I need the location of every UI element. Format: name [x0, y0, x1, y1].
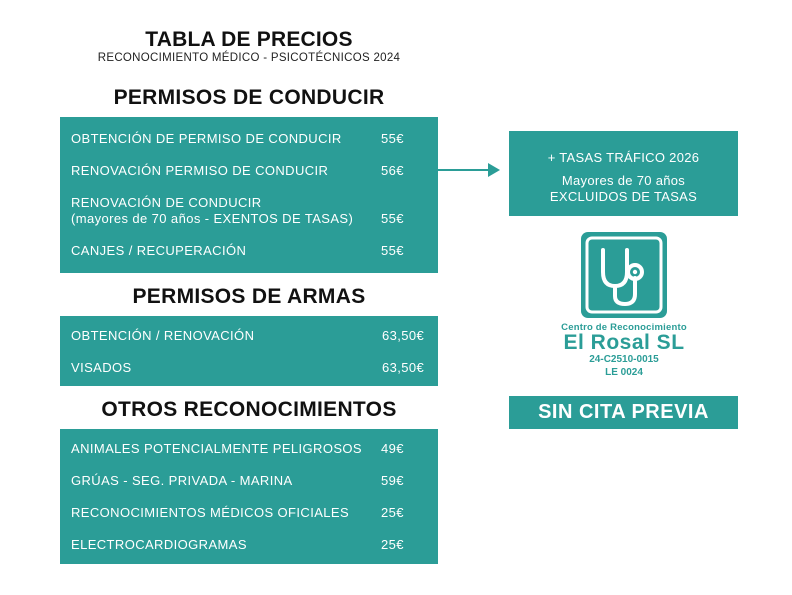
tasas-note-line1: Mayores de 70 años [561, 173, 686, 188]
price-label: CANJES / RECUPERACIÓN [71, 243, 247, 258]
logo-company-name: El Rosal SL [563, 331, 685, 354]
price-value: 25€ [381, 537, 404, 552]
price-value: 59€ [381, 473, 404, 488]
price-value: 55€ [381, 131, 404, 146]
logo-registration-code: 24-C2510-0015 [589, 354, 659, 365]
logo-le-code: LE 0024 [605, 367, 643, 378]
price-label: VISADOS [71, 360, 132, 375]
price-panel-conducir [60, 117, 438, 273]
price-value: 25€ [381, 505, 404, 520]
logo-caption: Centro de Reconocimiento [561, 322, 687, 333]
price-value: 56€ [381, 163, 404, 178]
price-panel-armas [60, 316, 438, 386]
price-label: GRÚAS - SEG. PRIVADA - MARINA [71, 473, 293, 488]
price-label [71, 195, 353, 227]
price-label: ANIMALES POTENCIALMENTE PELIGROSOS [71, 441, 362, 456]
price-value: 55€ [381, 243, 404, 258]
stethoscope-icon [581, 232, 667, 318]
section-heading-otros: OTROS RECONOCIMIENTOS [101, 398, 397, 421]
page-subtitle: RECONOCIMIENTO MÉDICO - PSICOTÉCNICOS 2024 [97, 52, 401, 64]
price-panel-otros [60, 429, 438, 564]
price-label-line: (mayores de 70 años - EXENTOS DE TASAS) [71, 211, 354, 226]
price-label: ELECTROCARDIOGRAMAS [71, 537, 247, 552]
price-label: OBTENCIÓN DE PERMISO DE CONDUCIR [71, 131, 342, 146]
tasas-note-line2: EXCLUIDOS DE TASAS [549, 189, 698, 204]
page-title: TABLA DE PRECIOS [145, 28, 353, 51]
price-value: 55€ [381, 211, 404, 226]
price-value: 49€ [381, 441, 404, 456]
section-heading-conducir: PERMISOS DE CONDUCIR [113, 86, 385, 109]
tasas-info-box [509, 131, 738, 216]
price-label: RENOVACIÓN PERMISO DE CONDUCIR [71, 163, 329, 178]
price-label: RECONOCIMIENTOS MÉDICOS OFICIALES [71, 505, 350, 520]
arrow-line [438, 169, 490, 171]
sin-cita-previa-banner: SIN CITA PREVIA [509, 396, 738, 429]
section-heading-armas: PERMISOS DE ARMAS [132, 285, 366, 308]
price-label: OBTENCIÓN / RENOVACIÓN [71, 328, 255, 343]
tasas-title: + TASAS TRÁFICO 2026 [547, 150, 700, 165]
price-value: 63,50€ [382, 328, 425, 343]
arrow-right-icon [488, 163, 500, 177]
price-label-line: RENOVACIÓN DE CONDUCIR [71, 195, 262, 210]
price-value: 63,50€ [382, 360, 425, 375]
